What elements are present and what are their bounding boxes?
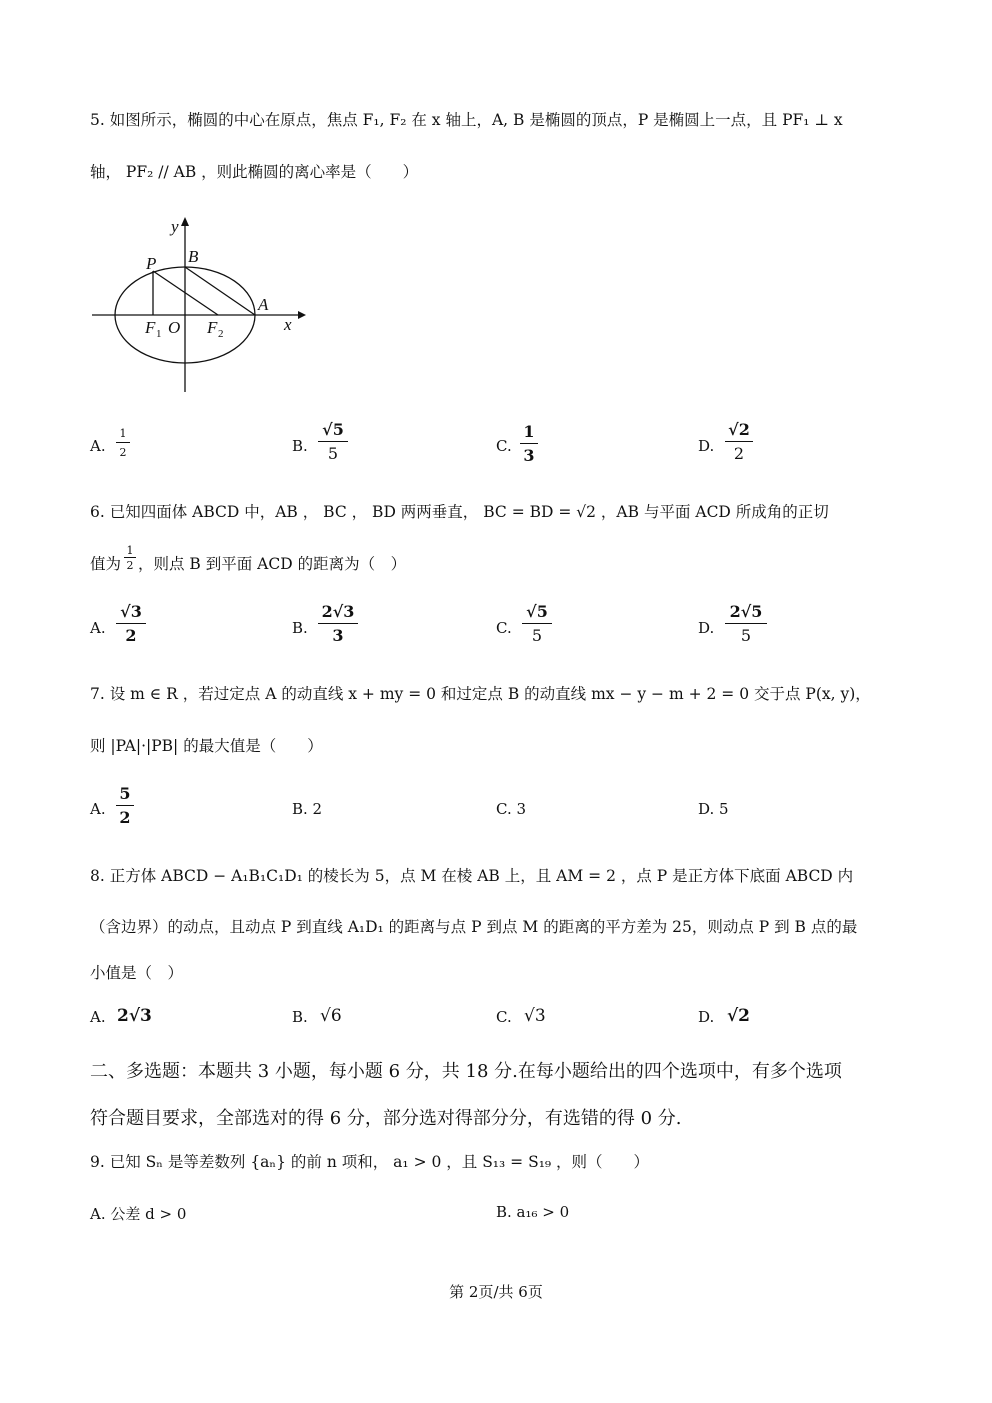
q8-option-c-value: √3: [524, 1006, 546, 1026]
q7-option-b[interactable]: B. 2: [292, 800, 323, 818]
q8-option-d-label[interactable]: D.: [698, 1008, 715, 1026]
q8-option-a-value: 2√3: [117, 1006, 152, 1026]
x-axis-arrow: [298, 311, 306, 319]
q8-option-c-label[interactable]: C.: [496, 1008, 512, 1026]
label-y: y: [171, 217, 179, 236]
frac-den: 5: [327, 444, 339, 463]
q6-line2-post: ，则点 B 到平面 ACD 的距离为（ ）: [138, 555, 407, 573]
q9-option-b[interactable]: B. a₁₆ > 0: [496, 1203, 570, 1221]
frac-num: √2: [728, 420, 750, 439]
label-a: A: [258, 295, 269, 314]
q6-option-b-label[interactable]: B.: [292, 619, 308, 637]
q5-option-c-frac: [520, 424, 538, 464]
q8-option-d-value: √2: [727, 1006, 751, 1026]
q5-option-b-label[interactable]: B.: [292, 437, 308, 455]
q7-option-a-label[interactable]: A.: [90, 800, 106, 818]
q5-option-d-label[interactable]: D.: [698, 437, 715, 455]
q6-option-d-label[interactable]: D.: [698, 619, 715, 637]
q7-option-a-frac: 5 2: [116, 786, 134, 826]
frac-den: 2: [119, 446, 127, 459]
label-f2: F: [207, 318, 218, 337]
q6-option-a-frac: √3 2: [116, 604, 146, 644]
q5-option-d-frac: [725, 422, 753, 462]
q6-option-b-frac: 2√3 3: [318, 604, 358, 644]
q5-option-a-label[interactable]: A.: [90, 437, 106, 455]
label-f1: F: [145, 318, 156, 337]
label-b: B: [188, 247, 199, 266]
q5-line1: 5. 如图所示，椭圆的中心在原点，焦点 F₁, F₂ 在 x 轴上，A, B 是椭圆的顶点，P 是椭圆上一点，且 PF₁ ⊥ x: [90, 111, 843, 129]
q8-line1: 8. 正方体 ABCD − A₁B₁C₁D₁ 的棱长为 5，点 M 在棱 AB 上，且 AM = 2 ，点 P 是正方体下底面 ABCD 内: [90, 867, 854, 885]
label-f2-sub: 2: [218, 328, 224, 340]
q8-line2: （含边界）的动点，且动点 P 到直线 A₁D₁ 的距离与点 P 到点 M 的距离的平方差为 25，则动点 P 到 B 点的最: [90, 918, 858, 936]
q5-option-c-label[interactable]: C.: [496, 437, 512, 455]
label-o: O: [168, 318, 181, 337]
q6-line2-pre: 值为: [90, 555, 122, 573]
q6-option-c-label[interactable]: C.: [496, 619, 512, 637]
q6-option-a-label[interactable]: A.: [90, 619, 106, 637]
q8-option-b-label[interactable]: B.: [292, 1008, 308, 1026]
section2-line2: 符合题目要求，全部选对的得 6 分，部分选对得部分分，有选错的得 0 分.: [90, 1108, 682, 1129]
frac-num: 1: [119, 427, 127, 440]
segment-ab: [185, 267, 255, 315]
frac-num: 1: [523, 422, 535, 441]
q7-line1: 7. 设 m ∈ R ，若过定点 A 的动直线 x + my = 0 和过定点 B 的动直线 mx − y − m + 2 = 0 交于点 P(x, y)，: [90, 685, 871, 703]
q9-option-a[interactable]: A. 公差 d > 0: [90, 1205, 187, 1223]
q5-option-a-frac: [116, 428, 130, 458]
label-x: x: [284, 315, 292, 334]
q6-inline-frac: 1 2: [124, 545, 136, 571]
q5-line2: 轴， PF₂ // AB ，则此椭圆的离心率是（ ）: [90, 163, 419, 181]
q6-line1: 6. 已知四面体 ABCD 中，AB ， BC ， BD 两两垂直， BC = BD = √2 ，AB 与平面 ACD 所成角的正切: [90, 503, 829, 521]
frac-den: 3: [523, 446, 535, 465]
ellipse-diagram: [88, 212, 308, 397]
section2-line1: 二、多选题：本题共 3 小题，每小题 6 分，共 18 分.在每小题给出的四个选项中，有多个选项: [90, 1061, 842, 1082]
q8-option-b-value: √6: [320, 1006, 342, 1026]
label-p: P: [146, 254, 157, 273]
y-axis-arrow: [181, 217, 189, 226]
frac-num: √5: [322, 420, 344, 439]
q8-line3: 小值是（ ）: [90, 964, 184, 982]
q5-option-b-frac: [318, 422, 348, 462]
q7-option-d[interactable]: D. 5: [698, 800, 729, 818]
label-f1-sub: 1: [156, 328, 162, 340]
q6-option-d-frac: 2√5 5: [725, 604, 767, 644]
q6-option-c-frac: √5 5: [522, 604, 552, 644]
page-footer: 第 2页/共 6页: [449, 1283, 543, 1301]
q7-option-c[interactable]: C. 3: [496, 800, 527, 818]
frac-den: 2: [733, 444, 745, 463]
q7-line2: 则 |PA|·|PB| 的最大值是（ ）: [90, 737, 323, 755]
q8-option-a-label[interactable]: A.: [90, 1008, 106, 1026]
q9-line1: 9. 已知 Sₙ 是等差数列 {aₙ} 的前 n 项和， a₁ > 0 ，且 S₁₃ = S₁₉ ，则（ ）: [90, 1153, 650, 1171]
